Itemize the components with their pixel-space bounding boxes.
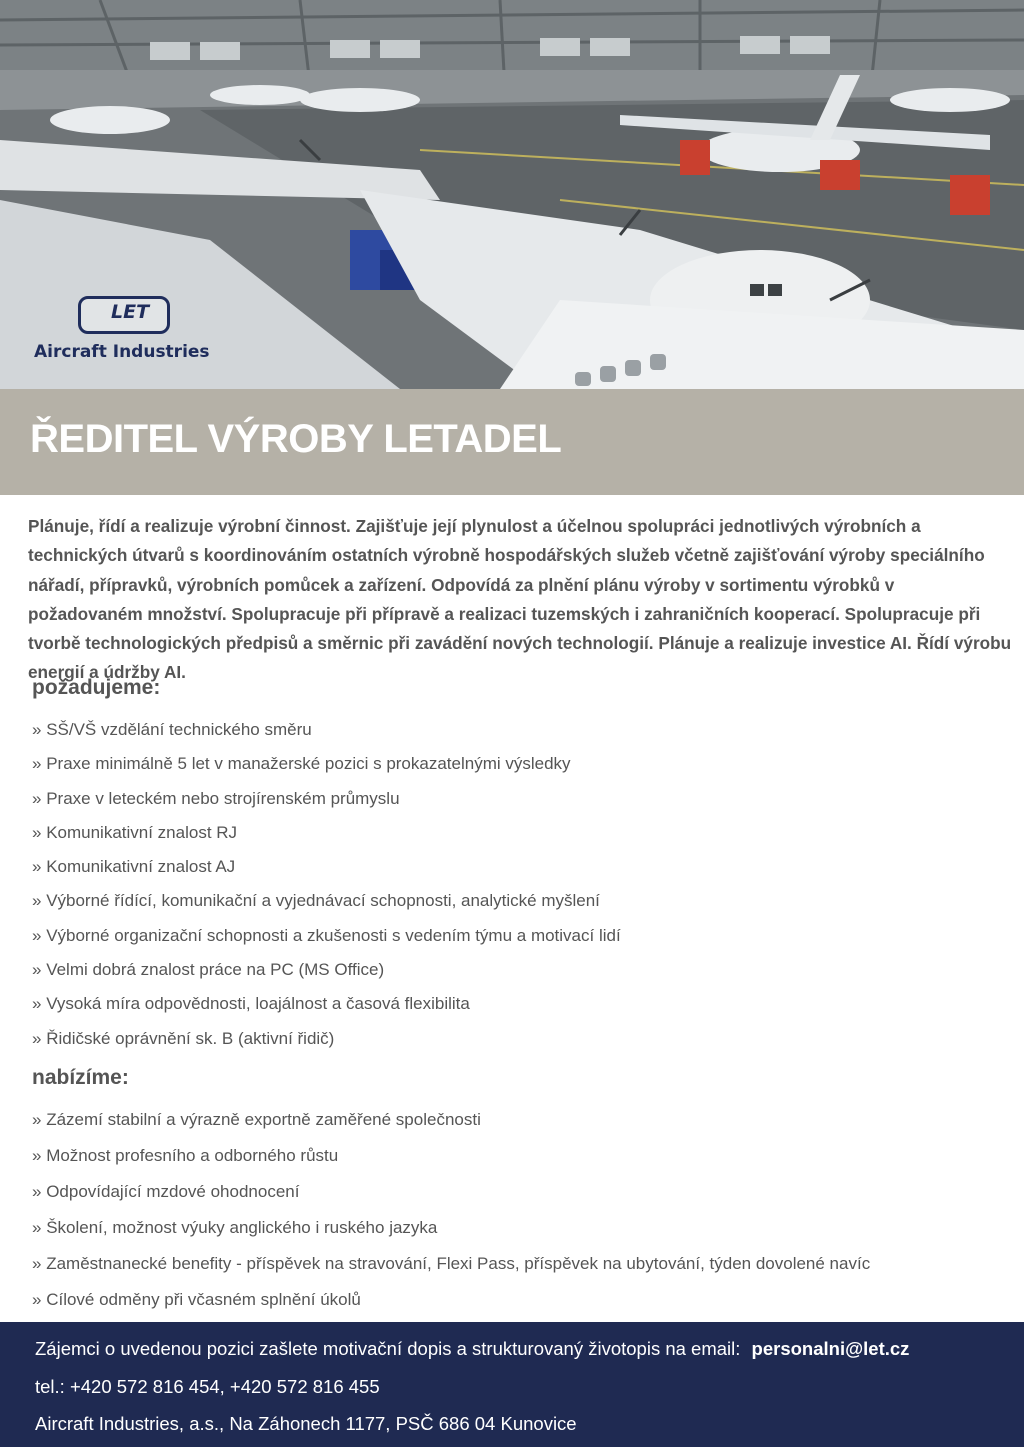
list-item: » Praxe v leteckém nebo strojírenském průmyslu xyxy=(32,782,992,816)
company-logo xyxy=(34,296,224,366)
title-band xyxy=(0,389,1024,495)
contact-footer xyxy=(0,1322,1024,1447)
page-title: ŘEDITEL VÝROBY LETADEL xyxy=(30,417,562,461)
offer-heading: nabízíme: xyxy=(32,1066,129,1089)
list-item: » Zaměstnanecké benefity - příspěvek na stravování, Flexi Pass, příspěvek na ubytování, týden dovolené navíc xyxy=(32,1246,992,1282)
list-item: » Výborné řídící, komunikační a vyjednávací schopnosti, analytické myšlení xyxy=(32,884,992,918)
list-item: » Komunikativní znalost RJ xyxy=(32,816,992,850)
list-item: » Odpovídající mzdové ohodnocení xyxy=(32,1174,992,1210)
list-item: » Řidičské oprávnění sk. B (aktivní řidič) xyxy=(32,1022,992,1056)
let-badge xyxy=(78,296,170,334)
list-item: » Praxe minimálně 5 let v manažerské pozici s prokazatelnými výsledky xyxy=(32,747,992,781)
apply-line xyxy=(35,1338,909,1360)
address-line: Aircraft Industries, a.s., Na Záhonech 1177, PSČ 686 04 Kunovice xyxy=(35,1413,577,1434)
list-item: » Školení, možnost výuky anglického i ruského jazyka xyxy=(32,1210,992,1246)
list-item: » Zázemí stabilní a výrazně exportně zaměřené společnosti xyxy=(32,1102,992,1138)
email-link[interactable]: personalni@let.cz xyxy=(751,1338,910,1359)
logo-company-name: Aircraft Industries xyxy=(34,342,210,362)
offer-list xyxy=(32,1102,992,1318)
job-description: Plánuje, řídí a realizuje výrobní činnost. Zajišťuje její plynulost a účelnou spolupráci jednotlivých výrobních a technických útvarů s koordinováním ostatních výrobně hospodářských služeb včetně zajišťování výroby speciálního nářadí, přípravků, výrobních pomůcek a zařízení. Odpovídá za plnění plánu výroby v sortimentu výrobků v požadovaném množství. Spolupracuje při přípravě a realizaci tuzemských i zahraničních kooperací. Spolupracuje při tvorbě technologických předpisů a směrnic při zavádění nových technologií. Plánuje a realizuje investice AI. Řídí výrobu energií a údržby AI. xyxy=(28,516,1012,683)
apply-text: Zájemci o uvedenou pozici zašlete motivační dopis a strukturovaný životopis na email: xyxy=(35,1338,741,1359)
list-item: » Vysoká míra odpovědnosti, loajálnost a časová flexibilita xyxy=(32,987,992,1021)
phone-line: tel.: +420 572 816 454, +420 572 816 455 xyxy=(35,1376,380,1397)
list-item: » Výborné organizační schopnosti a zkušenosti s vedením týmu a motivací lidí xyxy=(32,919,992,953)
list-item: » Možnost profesního a odborného růstu xyxy=(32,1138,992,1174)
list-item: » Velmi dobrá znalost práce na PC (MS Office) xyxy=(32,953,992,987)
hero-image xyxy=(0,0,1024,389)
logo-badge-text: LET xyxy=(111,301,150,323)
requirements-heading: požadujeme: xyxy=(32,676,161,699)
list-item: » Cílové odměny při včasném splnění úkolů xyxy=(32,1282,992,1318)
list-item: » SŠ/VŠ vzdělání technického směru xyxy=(32,713,992,747)
list-item: » Komunikativní znalost AJ xyxy=(32,850,992,884)
requirements-list xyxy=(32,713,992,1056)
